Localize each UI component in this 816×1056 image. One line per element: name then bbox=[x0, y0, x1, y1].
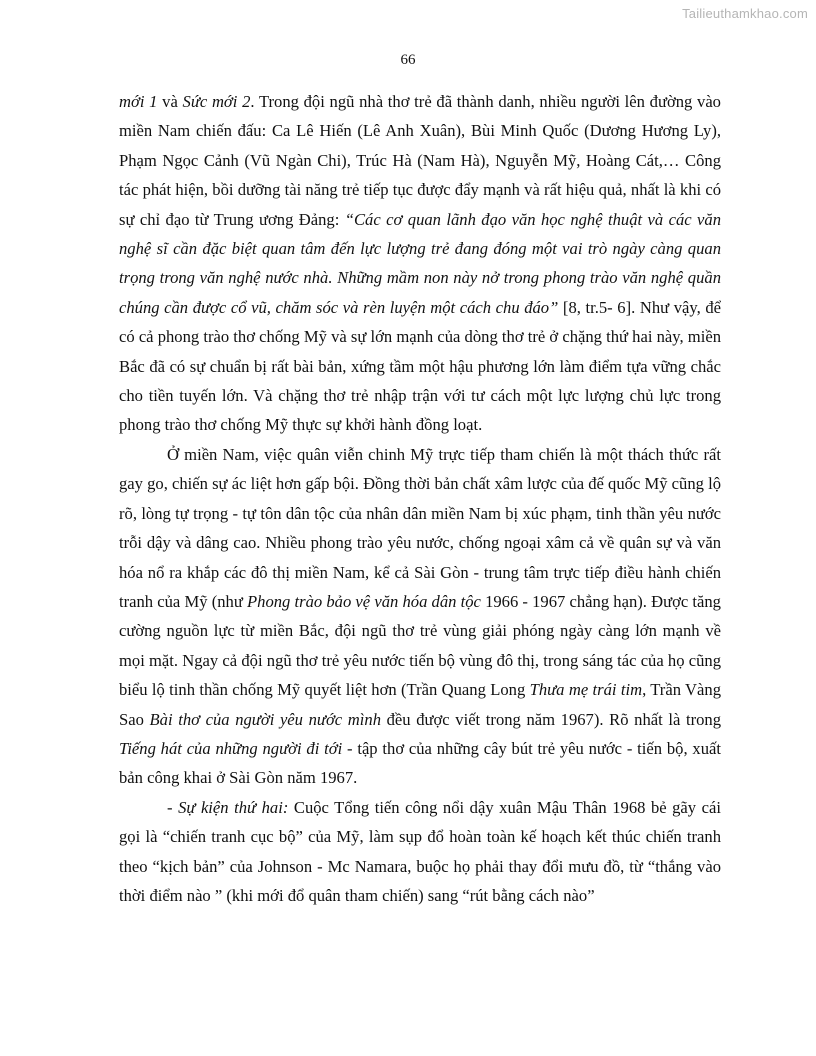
text-run: 1966 - 1967 chẳng hạn). Được tăng cường nguồn lực từ miền Bắc, đội ngũ thơ trẻ vùng giải phóng ngày càng lớn mạnh về mọi mặt. Ngay cả đội ngũ thơ trẻ yêu nước tiến bộ vùng đô thị, trong sáng tác của họ cũng biểu lộ tinh thần chống Mỹ quyết liệt hơn (Trần Quang Long bbox=[119, 591, 721, 700]
text-run: Ở miền Nam, việc quân viễn chinh Mỹ trực tiếp tham chiến là một thách thức rất gay go, chiến sự ác liệt hơn gấp bội. Đồng thời bản chất xâm lược của đế quốc Mỹ cũng lộ rõ, lòng tự trọng - tự tôn dân tộc của nhân dân miền Nam bị xúc phạm, tinh thần yêu nước trỗi dậy và dâng cao. Nhiều phong trào yêu nước, chống ngoại xâm cả về quân sự và văn hóa nổ ra khắp các đô thị miền Nam, kể cả Sài Gòn - trung tâm trực tiếp điều hành chiến tranh của Mỹ (như bbox=[119, 444, 721, 611]
text-run: Cuộc Tổng tiến công nổi dậy xuân Mậu Thân 1968 bẻ gãy cái gọi là “chiến tranh cục bộ” của Mỹ, làm sụp đổ hoàn toàn kế hoạch kết thúc chiến tranh theo “kịch bản” của Johnson - Mc Namara, buộc họ phải thay đổi mưu đồ, từ “thắng vào thời điểm nào ” (khi mới đổ quân tham chiến) sang “rút bằng cách nào” bbox=[119, 797, 721, 905]
text-run: - tập thơ của những cây bút trẻ yêu nước - tiến bộ, xuất bản công khai ở Sài Gòn năm 1967. bbox=[119, 738, 721, 788]
document-body bbox=[119, 87, 721, 910]
italic-title: mới 1 bbox=[119, 92, 158, 111]
italic-title: Thưa mẹ trái tim bbox=[529, 680, 643, 700]
text-run: , Trần Vàng Sao bbox=[119, 680, 721, 729]
italic-heading: Sự kiện thứ hai: bbox=[178, 797, 289, 817]
italic-title: Tiếng hát của những người đi tới bbox=[119, 738, 343, 758]
text-run: và bbox=[157, 92, 183, 111]
paragraph-2 bbox=[119, 440, 721, 793]
paragraph-1 bbox=[119, 87, 721, 440]
text-run: đều được viết trong năm 1967). Rõ nhất là trong bbox=[381, 709, 721, 729]
italic-title: Bài thơ của người yêu nước mình bbox=[149, 709, 381, 729]
italic-title: Phong trào bảo vệ văn hóa dân tộc bbox=[247, 591, 481, 611]
text-run: . Trong đội ngũ nhà thơ trẻ đã thành danh, nhiều người lên đường vào miền Nam chiến đấu: Ca Lê Hiến (Lê Anh Xuân), Bùi Minh Quốc (Dương Hương Ly), Phạm Ngọc Cảnh (Vũ Ngàn Chi), Trúc Hà (Nam Hà), Nguyễn Mỹ, Hoàng Cát,… Công tác phát hiện, bồi dưỡng tài năng trẻ tiếp tục được đẩy mạnh và rất hiệu quả, nhất là khi có sự chỉ đạo từ Trung ương Đảng: bbox=[119, 92, 721, 229]
watermark-text: Tailieuthamkhao.com bbox=[682, 6, 808, 21]
text-run: [8, tr.5- 6]. Như vậy, để có cả phong trào thơ chống Mỹ và sự lớn mạnh của dòng thơ trẻ ở chặng thứ hai này, miền Bắc đã có sự chuẩn bị rất bài bản, xứng tầm một hậu phương lớn làm điểm tựa vững chắc cho tiền tuyến lớn. Và chặng thơ trẻ nhập trận với tư cách một lực lượng chủ lực trong phong trào thơ chống Mỹ thực sự khởi hành đồng loạt. bbox=[119, 297, 721, 435]
paragraph-3 bbox=[119, 793, 721, 911]
text-run: - bbox=[167, 797, 179, 817]
italic-quote: “Các cơ quan lãnh đạo văn học nghệ thuật và các văn nghệ sĩ cần đặc biệt quan tâm đến lực lượng trẻ đang đóng một vai trò ngày càng quan trọng trong văn nghệ nước nhà. Những mầm non này nở trong phong trào văn nghệ quần chúng cần được cổ vũ, chăm sóc và rèn luyện một cách chu đáo” bbox=[119, 209, 721, 317]
italic-title: Sức mới 2 bbox=[182, 92, 251, 111]
page-number: 66 bbox=[400, 52, 416, 68]
